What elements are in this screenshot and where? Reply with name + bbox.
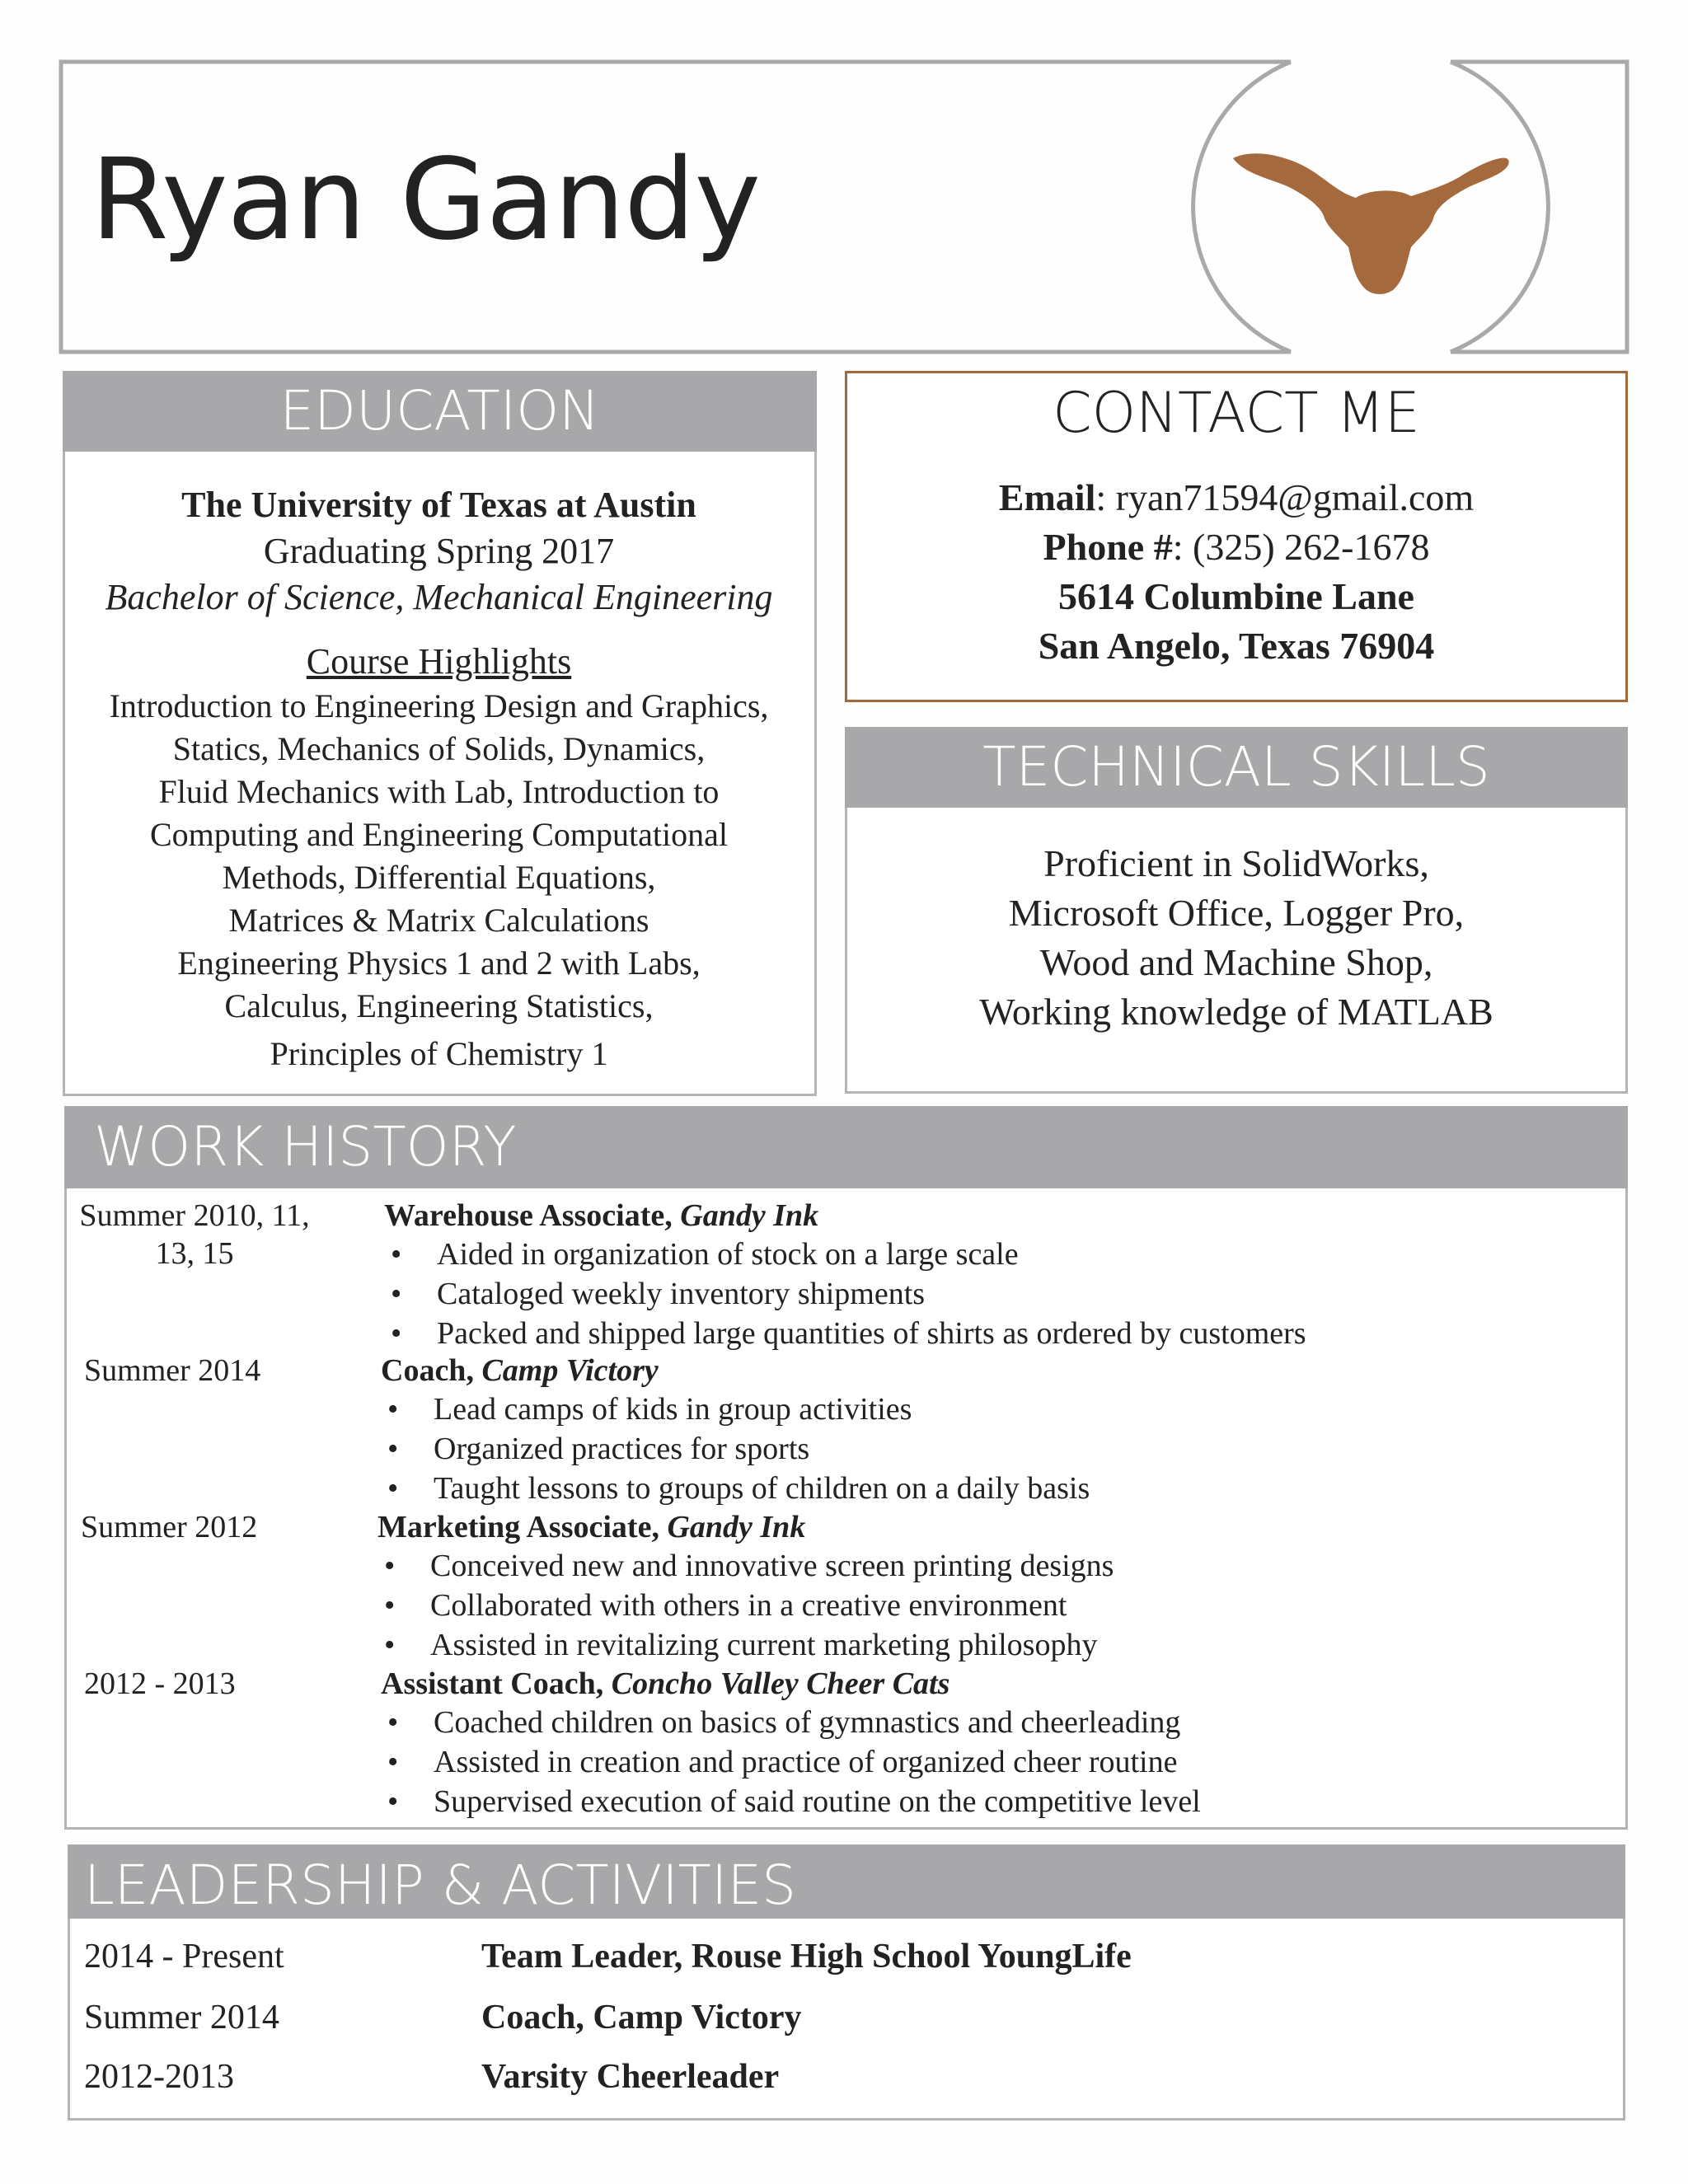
job-role: Warehouse Associate,	[384, 1198, 681, 1233]
job-org: Concho Valley Cheer Cats	[611, 1666, 950, 1701]
email-label: Email	[998, 476, 1096, 518]
leadership-date: Summer 2014	[84, 1999, 279, 2036]
skill-line: Working knowledge of MATLAB	[979, 991, 1493, 1033]
skill-line: Wood and Machine Shop,	[1039, 941, 1433, 983]
job-role: Coach,	[381, 1353, 482, 1388]
skills-heading: TECHNICAL SKILLS	[845, 727, 1628, 808]
skill-line: Microsoft Office, Logger Pro,	[1008, 892, 1465, 934]
job-entry	[381, 1665, 1201, 1821]
job-date	[81, 1508, 257, 1546]
job-bullet: • Lead camps of kids in group activities	[381, 1390, 1090, 1429]
job-date-line: Summer 2014	[84, 1353, 261, 1388]
job-org: Gandy Ink	[667, 1510, 806, 1544]
job-title	[381, 1352, 1090, 1390]
degree: Bachelor of Science, Mechanical Engineering	[105, 577, 773, 617]
job-bullet: • Collaborated with others in a creative environment	[377, 1586, 1114, 1625]
job-date	[84, 1665, 236, 1703]
contact-details	[845, 473, 1628, 671]
job-date	[84, 1352, 260, 1390]
education-content	[66, 482, 812, 1076]
phone-label: Phone #	[1043, 526, 1173, 568]
job-bullet: • Conceived new and innovative screen printing designs	[377, 1546, 1114, 1586]
job-bullet: • Supervised execution of said routine on the competitive level	[381, 1782, 1201, 1821]
job-bullet: • Assisted in revitalizing current marketing philosophy	[377, 1625, 1114, 1665]
job-bullet: • Aided in organization of stock on a large scale	[384, 1235, 1306, 1274]
job-role: Assistant Coach,	[381, 1666, 612, 1701]
job-bullets	[377, 1546, 1114, 1665]
phone-line: Phone #: (325) 262-1678	[1043, 526, 1430, 568]
school-name: The University of Texas at Austin	[181, 485, 696, 525]
job-date-line: Summer 2010, 11,	[79, 1198, 310, 1233]
course-line: Statics, Mechanics of Solids, Dynamics,	[172, 730, 706, 767]
course-line: Introduction to Engineering Design and Graphics,	[109, 687, 769, 724]
candidate-name: Ryan Gandy	[91, 135, 761, 265]
leadership-date: 2014 - Present	[84, 1938, 284, 1975]
email-line: Email: ryan71594@gmail.com	[998, 476, 1475, 518]
job-bullet: • Taught lessons to groups of children on a daily basis	[381, 1469, 1090, 1508]
job-bullets	[381, 1703, 1201, 1821]
job-org: Camp Victory	[481, 1353, 659, 1388]
longhorn-icon	[1233, 153, 1509, 294]
course-highlights-heading: Course Highlights	[306, 641, 572, 682]
work-heading: WORK HISTORY	[64, 1106, 1628, 1188]
course-line: Computing and Engineering Computational	[149, 816, 728, 853]
job-entry	[377, 1508, 1114, 1665]
leadership-heading: LEADERSHIP & ACTIVITIES	[68, 1844, 1625, 1919]
job-title	[384, 1197, 1306, 1235]
job-bullet: • Organized practices for sports	[381, 1429, 1090, 1469]
job-entry	[381, 1352, 1090, 1508]
job-date	[71, 1197, 318, 1272]
job-bullet: • Coached children on basics of gymnastics and cheerleading	[381, 1703, 1201, 1742]
job-entry	[384, 1197, 1306, 1353]
skills-list	[845, 839, 1628, 1037]
contact-heading: CONTACT ME	[1053, 381, 1420, 446]
leadership-role: Varsity Cheerleader	[481, 2058, 780, 2096]
job-role: Marketing Associate,	[377, 1510, 668, 1544]
course-line: Fluid Mechanics with Lab, Introduction to	[158, 773, 720, 810]
leadership-role: Team Leader, Rouse High School YoungLife	[481, 1938, 1132, 1975]
course-line: Calculus, Engineering Statistics,	[224, 987, 654, 1024]
course-line: Engineering Physics 1 and 2 with Labs,	[177, 944, 701, 982]
job-org: Gandy Ink	[680, 1198, 819, 1233]
street-address: 5614 Columbine Lane	[1058, 575, 1414, 617]
job-date-line: 13, 15	[155, 1236, 234, 1271]
job-bullet: • Assisted in creation and practice of organized cheer routine	[381, 1742, 1201, 1782]
job-bullets	[384, 1235, 1306, 1353]
leadership-role: Coach, Camp Victory	[481, 1999, 802, 2036]
education-heading: EDUCATION	[63, 371, 817, 452]
job-date-line: Summer 2012	[81, 1510, 258, 1544]
course-line: Matrices & Matrix Calculations	[228, 902, 649, 939]
phone-value: (325) 262-1678	[1193, 526, 1430, 568]
job-bullets	[381, 1390, 1090, 1508]
skill-line: Proficient in SolidWorks,	[1043, 842, 1429, 884]
graduation-date: Graduating Spring 2017	[263, 531, 615, 571]
job-title	[381, 1665, 1201, 1703]
course-line: Principles of Chemistry 1	[270, 1035, 608, 1072]
leadership-date: 2012-2013	[84, 2058, 234, 2096]
job-bullet: • Cataloged weekly inventory shipments	[384, 1274, 1306, 1314]
email-value: ryan71594@gmail.com	[1115, 476, 1475, 518]
job-date-line: 2012 - 2013	[84, 1666, 236, 1701]
city-address: San Angelo, Texas 76904	[1038, 625, 1435, 667]
job-bullet: • Packed and shipped large quantities of shirts as ordered by customers	[384, 1314, 1306, 1353]
job-title	[377, 1508, 1114, 1546]
course-line: Methods, Differential Equations,	[222, 859, 656, 896]
